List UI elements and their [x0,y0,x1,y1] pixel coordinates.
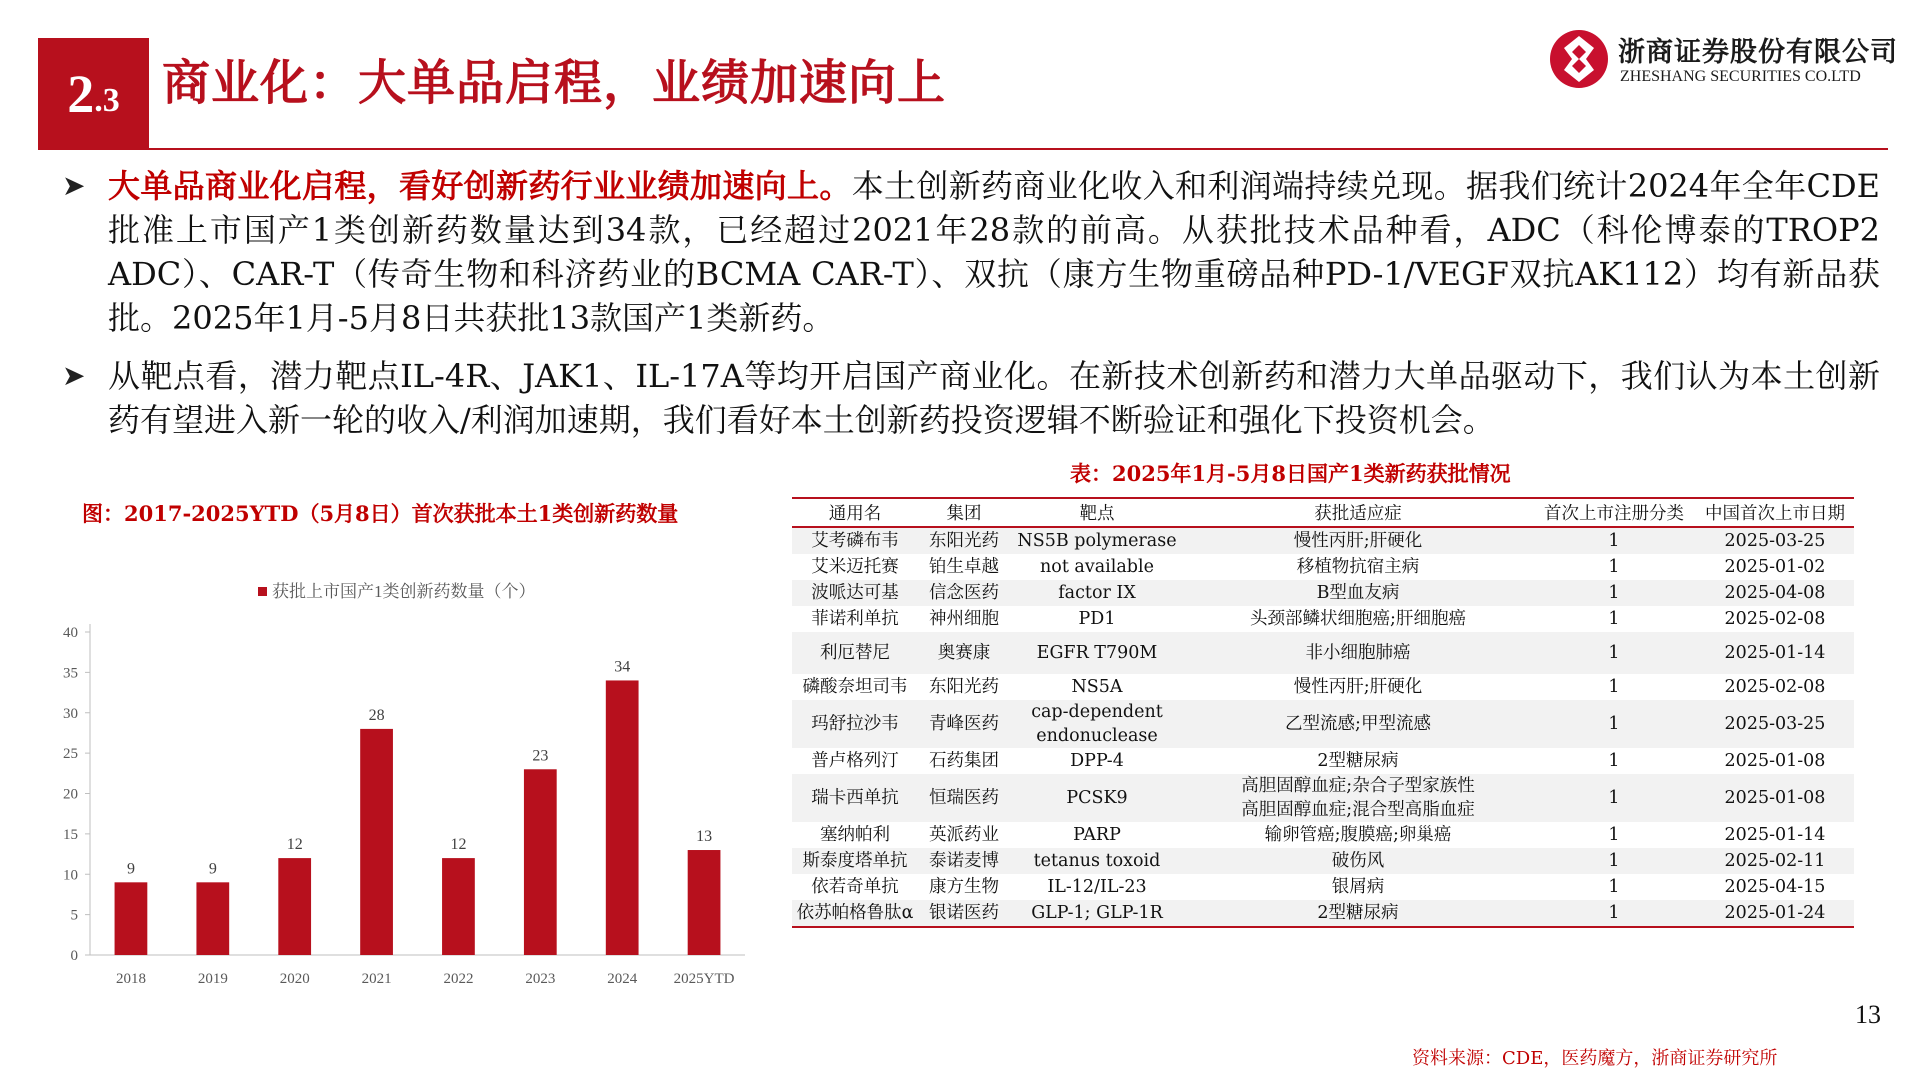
table-row [792,774,1854,822]
table-row [792,900,1854,927]
bullet-lead-text: 大单品商业化启程，看好创新药行业业绩加速向上。 [108,167,852,205]
table-cell: 神州细胞 [918,606,1010,632]
table-cell: 乙型流感;甲型流感 [1184,700,1532,748]
table-cell: 1 [1532,606,1696,632]
bar-data-label: 9 [208,860,217,878]
approvals-bar-chart [40,560,760,1000]
table-cell: 2025-02-08 [1696,674,1854,700]
table-cell: 2025-01-14 [1696,822,1854,848]
table-cell: 2025-02-11 [1696,848,1854,874]
table-cell: 恒瑞医药 [918,774,1010,822]
table-cell: 信念医药 [918,580,1010,606]
table-cell: 奥赛康 [918,632,1010,674]
table-cell: 铂生卓越 [918,554,1010,580]
table-cell: 普卢格列汀 [792,748,918,774]
y-tick-label: 35 [63,665,78,682]
table-cell: not available [1010,554,1184,580]
table-header-cell: 集团 [918,498,1010,527]
table-caption: 表：2025年1月-5月8日国产1类新药获批情况 [1070,461,1511,486]
table-cell: 移植物抗宿主病 [1184,554,1532,580]
page-number: 13 [1855,1000,1881,1029]
table-cell: 泰诺麦博 [918,848,1010,874]
table-cell: 1 [1532,874,1696,900]
table-row [792,874,1854,900]
y-tick-label: 20 [63,786,78,803]
bar-data-label: 12 [450,836,467,854]
table-cell: 2025-01-08 [1696,748,1854,774]
company-logo [1548,26,1898,92]
page-title: 商业化：大单品启程，业绩加速向上 [162,55,947,111]
y-tick-label: 30 [63,705,78,722]
table-cell: 1 [1532,527,1696,554]
table-cell: 银屑病 [1184,874,1532,900]
x-tick-label: 2020 [279,971,310,987]
bullet-item [60,164,1880,340]
bar-data-label: 34 [614,658,631,676]
table-cell: tetanus toxoid [1010,848,1184,874]
table-cell: 青峰医药 [918,700,1010,748]
y-tick-label: 5 [70,907,78,924]
table-cell: 艾考磷布韦 [792,527,918,554]
table-header-cell: 通用名 [792,498,918,527]
table-cell: 1 [1532,554,1696,580]
x-tick-label: 2021 [361,971,392,987]
legend-swatch [258,587,267,596]
table-cell: 1 [1532,580,1696,606]
arrow-bullet-icon: ➤ [62,359,86,392]
logo-company-name-en: ZHESHANG SECURITIES CO.LTD [1620,68,1861,85]
bar-data-label: 13 [696,828,713,846]
table-cell: NS5B polymerase [1010,527,1184,554]
bar [606,680,639,955]
table-cell: PCSK9 [1010,774,1184,822]
table-row [792,674,1854,700]
table-cell: B型血友病 [1184,580,1532,606]
x-tick-label: 2018 [115,971,146,987]
header-divider [38,148,1888,150]
table-cell: factor IX [1010,580,1184,606]
y-tick-label: 0 [70,948,78,964]
bar-data-label: 28 [368,706,385,724]
table-header-cell: 获批适应症 [1184,498,1532,527]
table-cell: 依苏帕格鲁肽α [792,900,918,927]
table-cell: GLP-1; GLP-1R [1010,900,1184,927]
table-cell: 1 [1532,748,1696,774]
table-cell: DPP-4 [1010,748,1184,774]
x-tick-label: 2025YTD [673,971,735,987]
table-cell: 破伤风 [1184,848,1532,874]
table-header-cell: 靶点 [1010,498,1184,527]
table-row [792,848,1854,874]
table-row [792,700,1854,748]
bullet-body-text: 本土创新药商业化收入和利润端持续兑现。据我们统计2024年全年CDE批准上市国产1类创新药数量达到34款，已经超过2021年28款的前高。从获批技术品种看，ADC（科伦博泰的TROP2 ADC）、CAR-T（传奇生物和科济药业的BCMA CAR-T）、双抗（康方生物重磅品种PD-1/VEGF双抗AK112）均有新品获批。2025年1月-5月8日共获批13款国产1类新药。 [108,167,1880,337]
table-cell: 1 [1532,674,1696,700]
table-cell: 2025-01-24 [1696,900,1854,927]
table-row [792,580,1854,606]
section-number: 2 [67,63,95,124]
bar [524,769,557,955]
table-header-row [792,498,1854,527]
table-cell: 非小细胞肺癌 [1184,632,1532,674]
table-cell: 斯泰度塔单抗 [792,848,918,874]
section-sub-number: .3 [94,81,120,119]
table-cell: 1 [1532,848,1696,874]
table-cell: 艾米迈托赛 [792,554,918,580]
table-cell: 塞纳帕利 [792,822,918,848]
table-cell: 2025-01-14 [1696,632,1854,674]
table-row [792,606,1854,632]
table-cell: 菲诺利单抗 [792,606,918,632]
bar [360,729,393,955]
table-cell: cap-dependent endonuclease [1010,700,1184,748]
table-cell: 1 [1532,822,1696,848]
table-cell: 1 [1532,900,1696,927]
x-tick-label: 2022 [443,971,474,987]
table-cell: 1 [1532,632,1696,674]
bullet-body-text: 从靶点看，潜力靶点IL-4R、JAK1、IL-17A等均开启国产商业化。在新技术创新药和潜力大单品驱动下，我们认为本土创新药有望进入新一轮的收入/利润加速期，我们看好本土创新药投资逻辑不断验证和强化下投资机会。 [108,357,1880,439]
table-cell: 玛舒拉沙韦 [792,700,918,748]
table-cell: 依若奇单抗 [792,874,918,900]
bar-data-label: 12 [286,836,303,854]
table-cell: 康方生物 [918,874,1010,900]
bar [115,882,148,955]
table-cell: 2025-03-25 [1696,700,1854,748]
bar-data-label: 23 [532,747,549,765]
table-row [792,554,1854,580]
table-row [792,527,1854,554]
y-tick-label: 40 [63,625,78,641]
chart-legend-label: 获批上市国产1类创新药数量（个） [272,582,536,601]
table-cell: PARP [1010,822,1184,848]
table-cell: 高胆固醇血症;杂合子型家族性 高胆固醇血症;混合型高脂血症 [1184,774,1532,822]
chart-caption: 图：2017-2025YTD（5月8日）首次获批本土1类创新药数量 [82,501,679,526]
table-cell: 英派药业 [918,822,1010,848]
table-cell: EGFR T790M [1010,632,1184,674]
bar [442,858,475,955]
table-cell: 慢性丙肝;肝硬化 [1184,674,1532,700]
table-cell: 东阳光药 [918,527,1010,554]
bullet-list [60,164,1880,442]
table-row [792,748,1854,774]
bar [278,858,311,955]
x-tick-label: 2024 [607,971,638,987]
table-cell: 2型糖尿病 [1184,900,1532,927]
table-cell: 石药集团 [918,748,1010,774]
table-cell: 2025-02-08 [1696,606,1854,632]
arrow-bullet-icon: ➤ [62,169,86,202]
table-cell: 波哌达可基 [792,580,918,606]
bullet-item [60,354,1880,442]
table-cell: 慢性丙肝;肝硬化 [1184,527,1532,554]
logo-company-name-cn: 浙商证券股份有限公司 [1618,37,1898,68]
table-header-cell: 中国首次上市日期 [1696,498,1854,527]
bar [688,850,721,955]
x-tick-label: 2023 [525,971,556,987]
source-note: 资料来源：CDE，医药魔方，浙商证券研究所 [1412,1048,1778,1069]
y-tick-label: 25 [63,746,78,763]
x-tick-label: 2019 [197,971,228,987]
zheshang-logo-icon [1548,28,1610,90]
table-cell: 2025-04-15 [1696,874,1854,900]
table-row [792,632,1854,674]
table-cell: 输卵管癌;腹膜癌;卵巢癌 [1184,822,1532,848]
table-cell: 磷酸奈坦司韦 [792,674,918,700]
table-cell: 2025-01-08 [1696,774,1854,822]
table-cell: IL-12/IL-23 [1010,874,1184,900]
table-cell: 2型糖尿病 [1184,748,1532,774]
table-cell: PD1 [1010,606,1184,632]
table-cell: 2025-03-25 [1696,527,1854,554]
section-badge [38,38,149,149]
table-cell: 东阳光药 [918,674,1010,700]
approvals-table [792,497,1854,928]
table-cell: 头颈部鳞状细胞癌;肝细胞癌 [1184,606,1532,632]
table-cell: 2025-04-08 [1696,580,1854,606]
y-tick-label: 15 [63,826,78,843]
bar-data-label: 9 [126,860,135,878]
bar [196,882,229,955]
y-tick-label: 10 [63,867,78,884]
table-cell: 1 [1532,774,1696,822]
table-cell: 利厄替尼 [792,632,918,674]
table-cell: 2025-01-02 [1696,554,1854,580]
table-cell: 银诺医药 [918,900,1010,927]
table-row [792,822,1854,848]
table-cell: 瑞卡西单抗 [792,774,918,822]
table-cell: 1 [1532,700,1696,748]
table-cell: NS5A [1010,674,1184,700]
table-header-cell: 首次上市注册分类 [1532,498,1696,527]
